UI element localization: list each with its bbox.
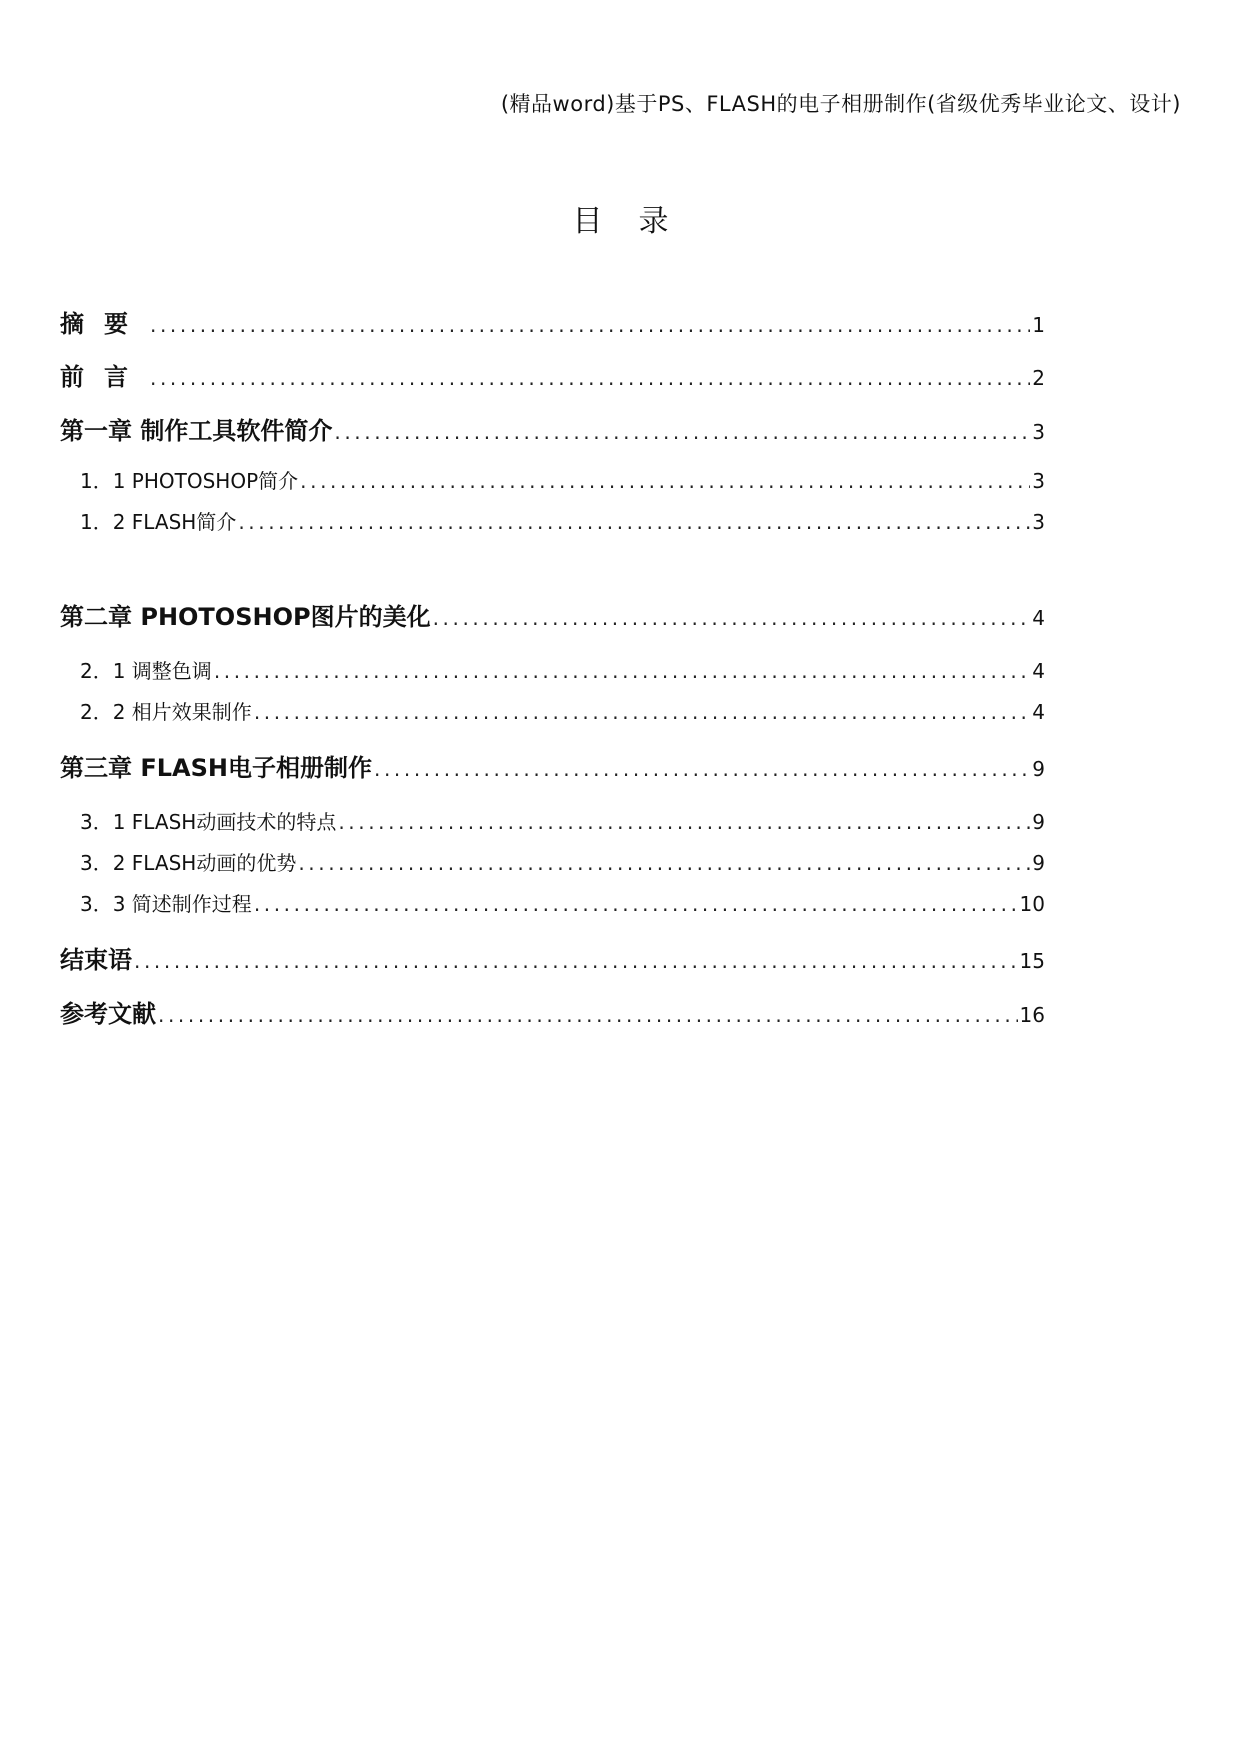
- toc-entry-label: 1．2 FLASH简介: [80, 510, 237, 534]
- toc-page-number: 4: [1032, 606, 1045, 630]
- toc-entry-chapter-2[interactable]: [60, 597, 1045, 632]
- toc-title: 目录: [572, 204, 705, 239]
- toc-entry-section-1-2[interactable]: [80, 506, 1045, 535]
- toc-entry-label: 3．2 FLASH动画的优势: [80, 851, 297, 875]
- toc-entry-conclusion[interactable]: [60, 940, 1045, 975]
- toc-entry-abstract[interactable]: [60, 304, 1045, 339]
- toc-page-number: 10: [1019, 892, 1045, 916]
- toc-entry-label: 参考文献: [60, 1000, 156, 1028]
- toc-page-number: 9: [1032, 851, 1045, 875]
- toc-page-number: 15: [1019, 949, 1045, 973]
- toc-leader-dots: [214, 659, 1030, 683]
- toc-page-number: 3: [1032, 420, 1045, 444]
- toc-entry-chapter-3[interactable]: [60, 748, 1045, 783]
- document-header: (精品word)基于PS、FLASH的电子相册制作(省级优秀毕业论文、设计): [500, 92, 1181, 116]
- toc-entry-label: 1．1 PHOTOSHOP简介: [80, 469, 299, 493]
- toc-entry-label: 3．3 简述制作过程: [80, 892, 252, 916]
- toc-entry-section-2-2[interactable]: [80, 696, 1045, 725]
- toc-page-number: 3: [1032, 469, 1045, 493]
- toc-page-number: 3: [1032, 510, 1045, 534]
- toc-leader-dots: [254, 892, 1018, 916]
- toc-entry-label: 2．2 相片效果制作: [80, 700, 252, 724]
- toc-page-number: 4: [1032, 700, 1045, 724]
- toc-leader-dots: [150, 313, 1030, 337]
- toc-entry-label: 2．1 调整色调: [80, 659, 212, 683]
- toc-leader-dots: [334, 420, 1030, 444]
- toc-entry-references[interactable]: [60, 994, 1045, 1029]
- toc-page-number: 9: [1032, 810, 1045, 834]
- toc-page-number: 9: [1032, 757, 1045, 781]
- toc-leader-dots: [338, 810, 1030, 834]
- toc-entry-section-3-1[interactable]: [80, 806, 1045, 835]
- toc-leader-dots: [134, 949, 1018, 973]
- toc-page-number: 16: [1019, 1003, 1045, 1027]
- toc-entry-preface[interactable]: [60, 357, 1045, 392]
- toc-leader-dots: [298, 851, 1030, 875]
- toc-page-number: 2: [1032, 366, 1045, 390]
- toc-leader-dots: [254, 700, 1030, 724]
- toc-leader-dots: [238, 510, 1030, 534]
- toc-entry-label: 第三章 FLASH电子相册制作: [60, 754, 372, 782]
- toc-leader-dots: [158, 1003, 1018, 1027]
- toc-page-number: 1: [1032, 313, 1045, 337]
- toc-entry-section-3-2[interactable]: [80, 847, 1045, 876]
- toc-entry-label: 摘要: [60, 310, 148, 338]
- toc-entry-label: 结束语: [60, 946, 132, 974]
- toc-entry-section-1-1[interactable]: [80, 465, 1045, 494]
- toc-entry-label: 第一章 制作工具软件简介: [60, 417, 333, 445]
- toc-entry-label: 前言: [60, 363, 148, 391]
- toc-leader-dots: [374, 757, 1030, 781]
- toc-leader-dots: [150, 366, 1030, 390]
- toc-entry-label: 第二章 PHOTOSHOP图片的美化: [60, 603, 431, 631]
- toc-entry-section-2-1[interactable]: [80, 655, 1045, 684]
- toc-entry-label: 3．1 FLASH动画技术的特点: [80, 810, 337, 834]
- toc-leader-dots: [300, 469, 1030, 493]
- toc-entry-section-3-3[interactable]: [80, 888, 1045, 917]
- toc-leader-dots: [433, 606, 1031, 630]
- toc-page-number: 4: [1032, 659, 1045, 683]
- toc-entry-chapter-1[interactable]: [60, 411, 1045, 446]
